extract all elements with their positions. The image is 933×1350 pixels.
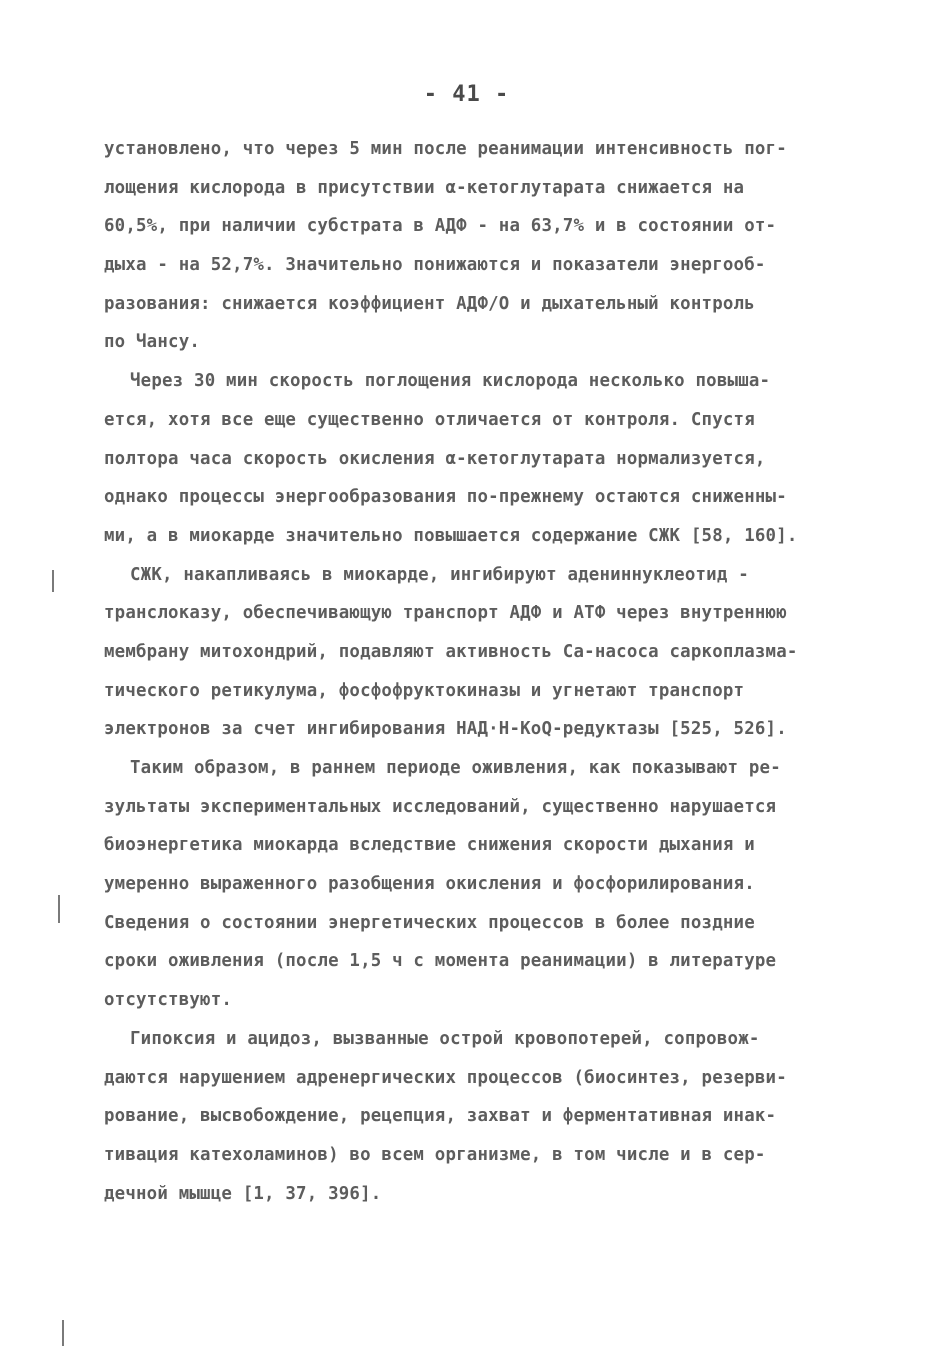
- text-line: СЖК, накапливаясь в миокарде, ингибируют адениннуклеотид -: [130, 564, 749, 585]
- text-line: электронов за счет ингибирования НАД·Н-КоQ-редуктазы [525, 526].: [104, 719, 787, 740]
- text-line: 60,5%, при наличии субстрата в АДФ - на 63,7% и в состоянии от-: [104, 216, 777, 237]
- text-line: разования: снижается коэффициент АДФ/О и дыхательный контроль: [104, 293, 755, 314]
- text-line: тического ретикулума, фосфофруктокиназы и угнетают транспорт: [104, 680, 745, 701]
- text-line: умеренно выраженного разобщения окисления и фосфорилирования.: [104, 874, 755, 895]
- text-line: однако процессы энергообразования по-прежнему остаются сниженны-: [104, 487, 787, 508]
- text-line: Через 30 мин скорость поглощения кислорода несколько повыша-: [130, 371, 771, 392]
- text-line: дечной мышце [1, 37, 396].: [104, 1183, 382, 1204]
- text-line: Гипоксия и ацидоз, вызванные острой кровопотерей, сопровож-: [130, 1028, 760, 1049]
- text-line: полтора часа скорость окисления α-кетоглутарата нормализуется,: [104, 448, 766, 469]
- page-number: - 41 -: [423, 82, 510, 107]
- text-line: биоэнергетика миокарда вследствие снижения скорости дыхания и: [104, 835, 755, 856]
- margin-mark: [62, 1320, 64, 1346]
- text-line: ется, хотя все еще существенно отличается от контроля. Спустя: [104, 409, 755, 430]
- text-line: рование, высвобождение, рецепция, захват и ферментативная инак-: [104, 1106, 777, 1127]
- margin-mark: [52, 570, 54, 592]
- text-line: по Чансу.: [104, 332, 201, 353]
- text-line: Сведения о состоянии энергетических процессов в более поздние: [104, 912, 755, 933]
- text-line: даются нарушением адренергических процессов (биосинтез, резерви-: [104, 1067, 787, 1088]
- text-line: сроки оживления (после 1,5 ч с момента реанимации) в литературе: [104, 951, 777, 972]
- text-line: мембрану митохондрий, подавляют активность Са-насоса саркоплазма-: [104, 641, 798, 662]
- text-line: зультаты экспериментальных исследований, существенно нарушается: [104, 796, 777, 817]
- text-line: лощения кислорода в присутствии α-кетоглутарата снижается на: [104, 177, 745, 198]
- text-line: дыха - на 52,7%. Значительно понижаются и показатели энергооб-: [104, 255, 766, 276]
- text-line: Таким образом, в раннем периоде оживления, как показывают ре-: [130, 758, 781, 778]
- text-line: транслоказу, обеспечивающую транспорт АДФ и АТФ через внутреннюю: [104, 603, 787, 624]
- margin-mark: [58, 895, 60, 923]
- text-line: установлено, что через 5 мин после реанимации интенсивность пог-: [104, 139, 787, 159]
- body-text: [104, 130, 864, 1213]
- text-line: тивация катехоламинов) во всем организме, в том числе и в сер-: [104, 1144, 766, 1165]
- text-line: ми, а в миокарде значительно повышается содержание СЖК [58, 160].: [104, 525, 798, 546]
- text-line: отсутствуют.: [104, 990, 233, 1011]
